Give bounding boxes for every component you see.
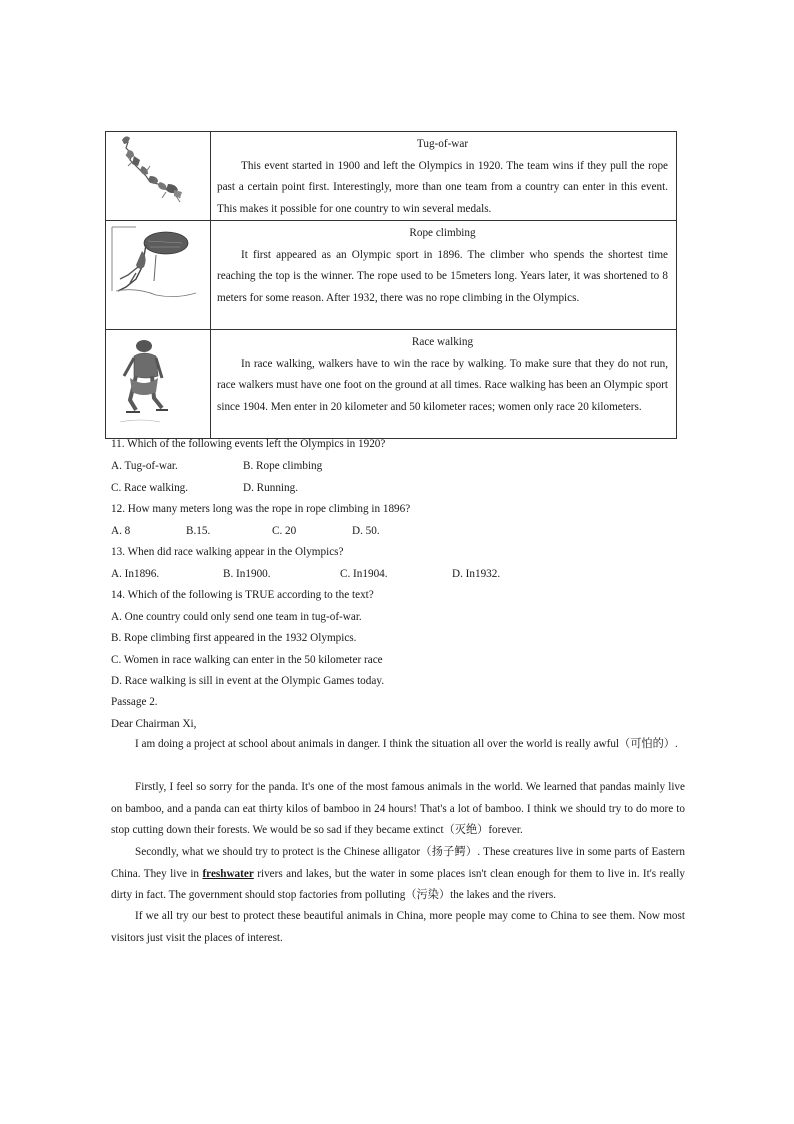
event-text-cell: [211, 330, 677, 439]
event-description: It first appeared as an Olympic sport in 1896. The climber who spends the shortest time reaching the top is the winner. The rope used to be 15meters long. Years later, it was shortened to 8 meters for some reason. After 1932, there was no rope climbing in the Olympics.: [217, 248, 668, 304]
answer-option: C. In1904.: [340, 568, 388, 580]
answer-option: C. Women in race walking can enter in the 50 kilometer race: [111, 654, 383, 666]
answer-option: C. 20: [272, 525, 297, 537]
event-row-rope-climbing: [106, 221, 677, 330]
question-stem: 12. How many meters long was the rope in rope climbing in 1896?: [111, 503, 411, 515]
answer-option: A. One country could only send one team in tug-of-war.: [111, 611, 362, 623]
answer-option: D. Race walking is sill in event at the Olympic Games today.: [111, 675, 384, 687]
passage-text: Secondly, what we should try to protect is the Chinese alligator（扬子鳄）. These creatures live in some parts of Eastern China. They live in: [111, 846, 685, 880]
event-description: This event started in 1900 and left the Olympics in 1920. The team wins if they pull the rope past a certain point first. Interestingly, more than one team from a country can enter in this event. This makes it possible for one country to win several medals.: [217, 159, 668, 215]
question-stem: 14. Which of the following is TRUE according to the text?: [111, 589, 374, 601]
event-title: Tug-of-war: [416, 138, 469, 150]
event-row-race-walking: [106, 330, 677, 439]
event-text-cell: [211, 221, 677, 330]
rope-climbing-icon: [106, 221, 210, 329]
passage-text: rivers and lakes, but the water in some places isn't clean enough for them to live in. It's really dirty in fact. The government should stop factories from polluting（污染）the lakes and the rivers.: [111, 867, 685, 902]
answer-option: B.15.: [186, 525, 211, 537]
tug-of-war-icon: [106, 132, 210, 218]
race-walking-icon: [106, 330, 210, 438]
passage-paragraph: I am doing a project at school about animals in danger. I think the situation all over the world is really awful（可怕的）.: [135, 738, 678, 750]
answer-option: B. In1900.: [223, 568, 271, 580]
event-title: Race walking: [411, 336, 474, 348]
question-stem: 13. When did race walking appear in the Olympics?: [111, 546, 344, 558]
answer-option: B. Rope climbing: [243, 460, 323, 472]
answer-option: A. 8: [111, 525, 131, 537]
answer-option: B. Rope climbing first appeared in the 1932 Olympics.: [111, 632, 357, 644]
events-table: [105, 131, 677, 439]
passage-paragraph: Firstly, I feel so sorry for the panda. It's one of the most famous animals in the world. We learned that pandas mainly live on bamboo, and a panda can eat thirty kilos of bamboo in 24 hours! That's a lot of bamboo. I think we should try to do more to stop cutting down their forests. We would be so sad if they became extinct（灭绝）forever.: [111, 781, 685, 837]
event-image-cell: [106, 221, 211, 330]
event-title: Rope climbing: [409, 227, 476, 239]
passage-paragraph: [111, 842, 685, 907]
answer-option: D. Running.: [243, 482, 299, 494]
event-description: In race walking, walkers have to win the race by walking. To make sure that they do not run, race walkers must have one foot on the ground at all times. Race walking has been an Olympic sport since 1904. Men enter in 20 kilometer and 50 kilometer races; women only race 20 kilometers.: [217, 357, 668, 413]
answer-option: D. 50.: [352, 525, 380, 537]
answer-option: D. In1932.: [452, 568, 501, 580]
passage-paragraph: If we all try our best to protect these beautiful animals in China, more people may come to China to see them. Now most visitors just visit the places of interest.: [111, 910, 685, 944]
answer-option: A. In1896.: [111, 568, 160, 580]
event-row-tug-of-war: [106, 132, 677, 221]
event-image-cell: [106, 132, 211, 221]
question-stem: 11. Which of the following events left the Olympics in 1920?: [111, 438, 386, 450]
answer-option: A. Tug-of-war.: [111, 460, 178, 472]
highlighted-keyword: freshwater: [202, 867, 254, 880]
letter-salutation: Dear Chairman Xi,: [111, 718, 197, 730]
event-image-cell: [106, 330, 211, 439]
passage-heading: Passage 2.: [111, 696, 158, 708]
answer-option: C. Race walking.: [111, 482, 189, 494]
event-text-cell: [211, 132, 677, 221]
